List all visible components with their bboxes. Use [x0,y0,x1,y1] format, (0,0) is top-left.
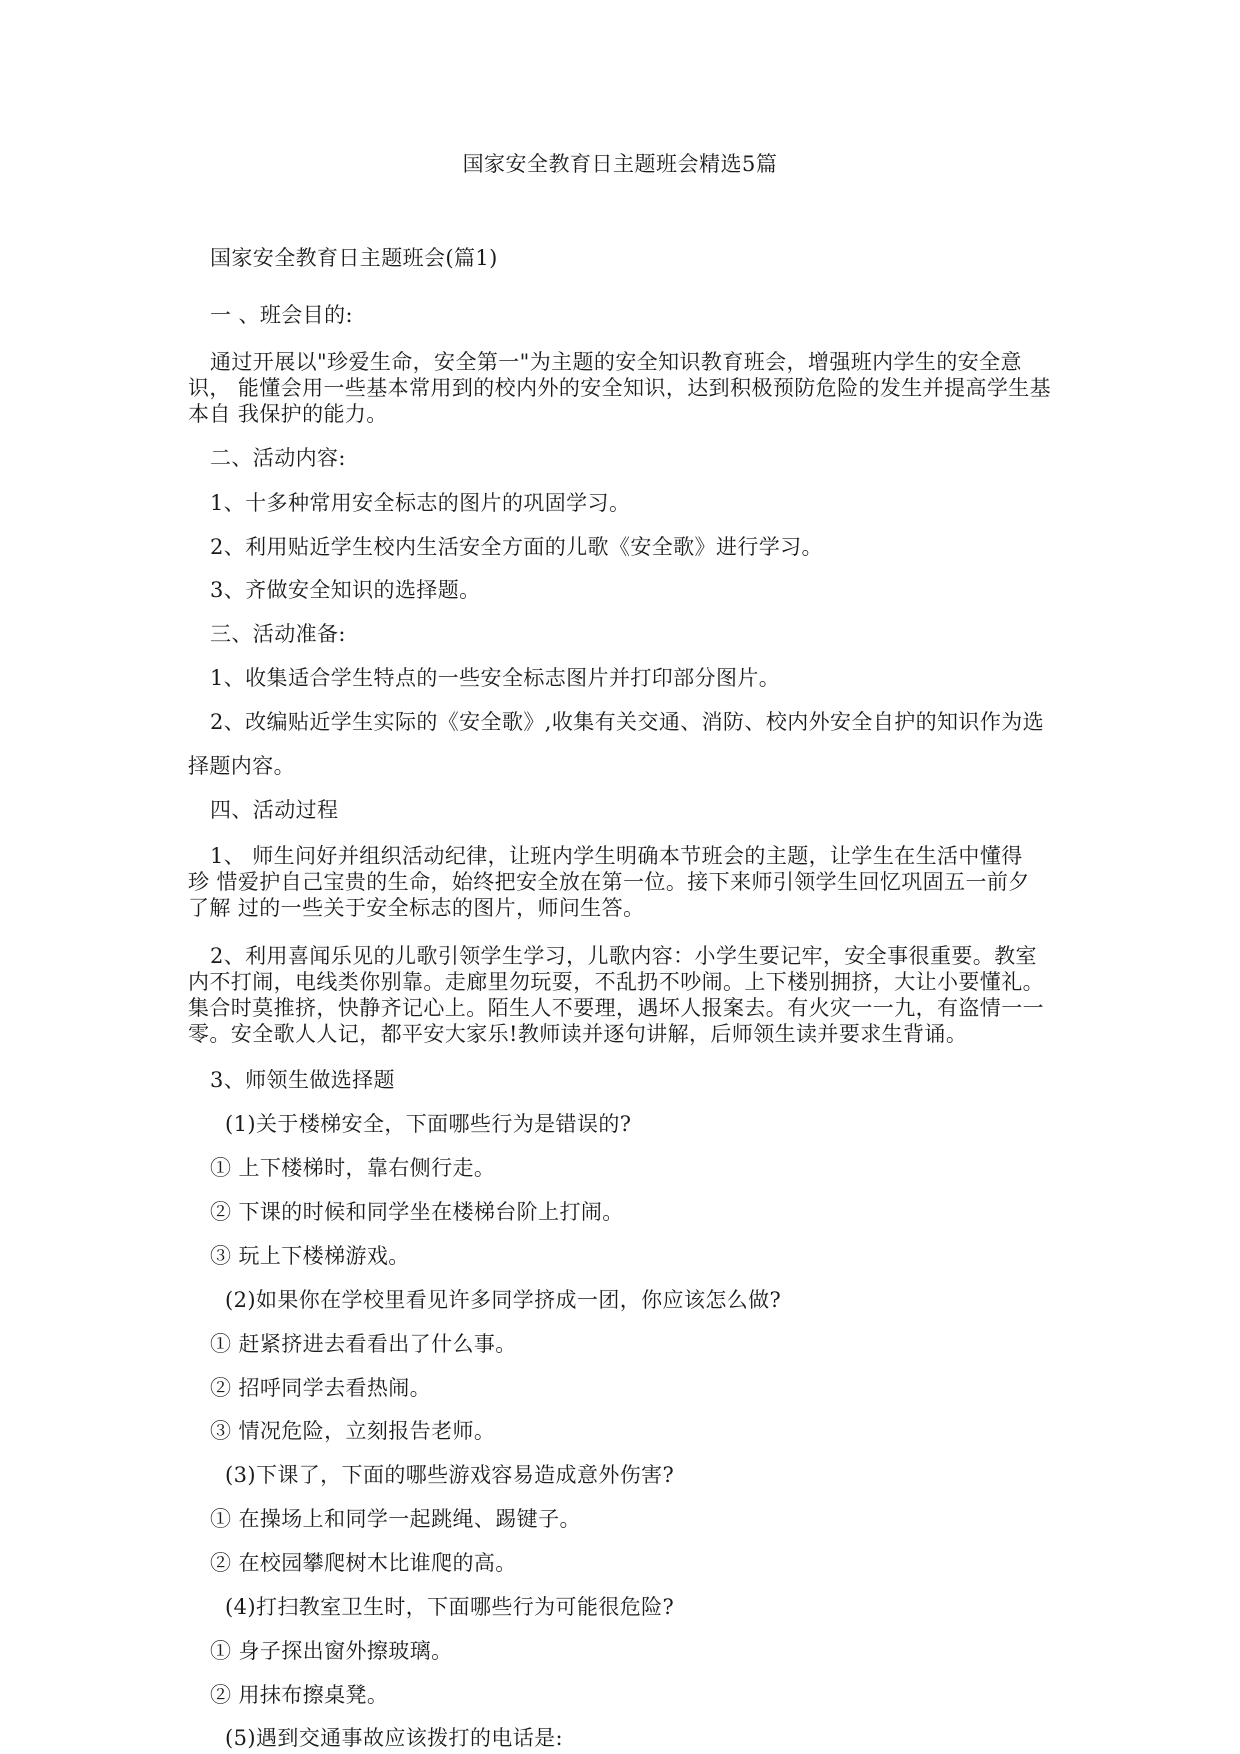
content-item-2: 2、利用贴近学生校内生活安全方面的儿歌《安全歌》进行学习。 [210,535,823,559]
content-item-3: 3、齐做安全知识的选择题。 [210,578,481,602]
paragraph-line: 珍 惜爱护自己宝贵的生命，始终把安全放在第一位。接下来师引领学生回忆巩固五一前夕 [188,870,1030,894]
heading-preparation: 三、活动准备: [210,622,346,646]
paragraph-line: 识， 能懂会用一些基本常用到的校内外的安全知识，达到积极预防危险的发生并提高学生基 [188,376,1052,400]
paragraph-line: 内不打闹，电线类你别靠。走廊里勿玩耍，不乱扔不吵闹。上下楼别拥挤，大让小要懂礼。 [188,970,1044,994]
paragraph-line: 1、 师生问好并组织活动纪律，让班内学生明确本节班会的主题，让学生在生活中懂得 [210,844,1023,868]
heading-process: 四、活动过程 [210,798,339,822]
paragraph-line: 本自 我保护的能力。 [188,402,388,426]
preparation-item-2: 2、改编贴近学生实际的《安全歌》,收集有关交通、消防、校内外安全自护的知识作为选 [210,710,1045,734]
paragraph-line: 通过开展以"珍爱生命，安全第一"为主题的安全知识教育班会，增强班内学生的安全意 [210,350,1022,374]
question-3: (3)下课了，下面的哪些游戏容易造成意外伤害? [225,1463,675,1487]
question-2-option-2: ② 招呼同学去看热闹。 [210,1376,432,1400]
document-title: 国家安全教育日主题班会精选5篇 [462,152,778,176]
heading-content: 二、活动内容: [210,446,346,470]
question-1: (1)关于楼梯安全，下面哪些行为是错误的? [225,1112,632,1136]
process-step-3: 3、师领生做选择题 [210,1068,395,1092]
question-5: (5)遇到交通事故应该拨打的电话是: [225,1726,564,1750]
paragraph-line: 了解 过的一些关于安全标志的图片，师问生答。 [188,896,645,920]
question-1-option-1: ① 上下楼梯时，靠右侧行走。 [210,1156,496,1180]
paragraph-line: 2、利用喜闻乐见的儿歌引领学生学习，儿歌内容：小学生要记牢，安全事很重要。教室 [210,944,1037,968]
question-2-option-1: ① 赶紧挤进去看看出了什么事。 [210,1332,517,1356]
section-heading: 国家安全教育日主题班会(篇1) [210,246,498,270]
paragraph-line: 零。安全歌人人记，都平安大家乐!教师读并逐句讲解，后师领生读并要求生背诵。 [188,1022,968,1046]
question-4-option-2: ② 用抹布擦桌凳。 [210,1683,389,1707]
heading-purpose: 一 、班会目的: [210,303,353,327]
question-2: (2)如果你在学校里看见许多同学挤成一团，你应该怎么做? [225,1288,782,1312]
question-1-option-2: ② 下课的时候和同学坐在楼梯台阶上打闹。 [210,1200,624,1224]
content-item-1: 1、十多种常用安全标志的图片的巩固学习。 [210,491,631,515]
question-4: (4)打扫教室卫生时，下面哪些行为可能很危险? [225,1595,675,1619]
process-step-1 [188,843,1066,921]
preparation-item-1: 1、收集适合学生特点的一些安全标志图片并打印部分图片。 [210,666,781,690]
process-step-2 [188,943,1066,1047]
question-4-option-1: ① 身子探出窗外擦玻璃。 [210,1639,453,1663]
question-3-option-2: ② 在校园攀爬树木比谁爬的高。 [210,1551,517,1575]
question-3-option-1: ① 在操场上和同学一起跳绳、踢键子。 [210,1507,581,1531]
question-2-option-3: ③ 情况危险，立刻报告老师。 [210,1419,496,1443]
question-1-option-3: ③ 玩上下楼梯游戏。 [210,1244,410,1268]
preparation-item-2-cont: 择题内容。 [188,754,295,778]
paragraph-line: 集合时莫推挤，快静齐记心上。陌生人不要理，遇坏人报案去。有火灾一一九，有盗情一一 [188,996,1044,1020]
paragraph-purpose [188,349,1066,427]
